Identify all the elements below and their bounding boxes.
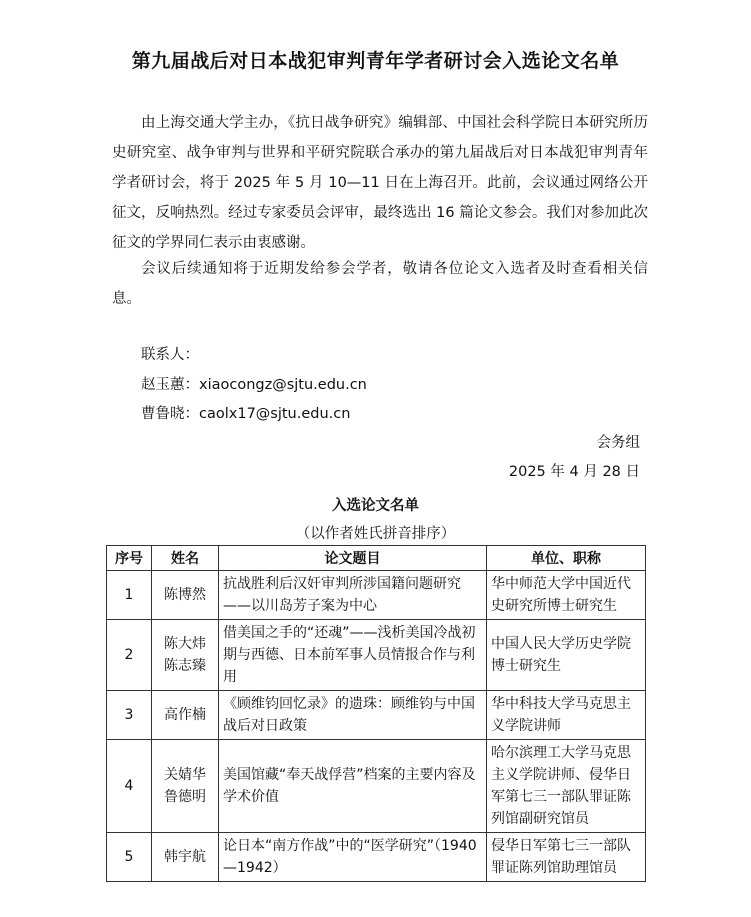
row-authors [152, 620, 219, 691]
signature-date: 2025 年 4 月 28 日 [508, 464, 640, 480]
contact-line-1: 赵玉蕙：xiaocongz@sjtu.edu.cn [141, 377, 367, 393]
contact-line-2: 曹鲁晓：caolx17@sjtu.edu.cn [141, 406, 351, 422]
row-author: 鲁德明 [164, 789, 206, 805]
list-title: 入选论文名单 [332, 498, 419, 514]
notice-paragraph: 会议后续通知将于近期发给参会学者，敬请各位论文入选者及时查看相关信息。 [112, 261, 648, 307]
row-authors [152, 740, 219, 833]
row-number: 3 [107, 691, 152, 740]
row-number: 5 [107, 833, 152, 882]
row-unit: 中国人民大学历史学院博士研究生 [487, 620, 646, 691]
row-author: 韩宇航 [152, 833, 219, 882]
row-paper-title: 论日本“南方作战”中的“医学研究”（1940—1942） [219, 833, 487, 882]
table-row [107, 740, 646, 833]
row-paper-title: 借美国之手的“还魂”——浅析美国冷战初期与西德、日本前军事人员情报合作与利用 [219, 620, 487, 691]
table-row [107, 571, 646, 620]
header-unit: 单位、职称 [487, 546, 646, 571]
signature-org: 会务组 [596, 435, 640, 451]
row-author: 关婧华 [164, 767, 206, 783]
row-author: 陈志臻 [164, 658, 206, 674]
row-paper-title: 抗战胜利后汉奸审判所涉国籍问题研究——以川岛芳子案为中心 [219, 571, 487, 620]
row-unit: 哈尔滨理工大学马克思主义学院讲师、侵华日军第七三一部队罪证陈列馆副研究馆员 [487, 740, 646, 833]
contact-label: 联系人： [141, 347, 199, 363]
document-title: 第九届战后对日本战犯审判青年学者研讨会入选论文名单 [131, 50, 620, 72]
row-unit: 侵华日军第七三一部队罪证陈列馆助理馆员 [487, 833, 646, 882]
row-author: 陈博然 [152, 571, 219, 620]
header-title: 论文题目 [219, 546, 487, 571]
header-name: 姓名 [152, 546, 219, 571]
intro-paragraph: 由上海交通大学主办，《抗日战争研究》编辑部、中国社会科学院日本研究所历史研究室、战争审判与世界和平研究院联合承办的第九届战后对日本战犯审判青年学者研讨会，将于 2025 年 5 月 10—11 日在上海召开。此前，会议通过网络公开征文，反响热烈。经过专家委员会评审，最终选出 16 篇论文参会。我们对参加此次征文的学界同仁表示由衷感谢。 [112, 115, 648, 251]
paper-list-table [106, 545, 646, 882]
row-number: 4 [107, 740, 152, 833]
row-number: 2 [107, 620, 152, 691]
row-author: 陈大炜 [164, 636, 206, 652]
list-subtitle: （以作者姓氏拼音排序） [295, 526, 456, 542]
table-row [107, 833, 646, 882]
table-row [107, 691, 646, 740]
row-unit: 华中科技大学马克思主义学院讲师 [487, 691, 646, 740]
row-unit: 华中师范大学中国近代史研究所博士研究生 [487, 571, 646, 620]
header-number: 序号 [107, 546, 152, 571]
table-row [107, 620, 646, 691]
row-number: 1 [107, 571, 152, 620]
row-author: 高作楠 [152, 691, 219, 740]
table-header-row [107, 546, 646, 571]
row-paper-title: 美国馆藏“奉天战俘营”档案的主要内容及学术价值 [219, 740, 487, 833]
row-paper-title: 《顾维钧回忆录》的遗珠：顾维钧与中国战后对日政策 [219, 691, 487, 740]
